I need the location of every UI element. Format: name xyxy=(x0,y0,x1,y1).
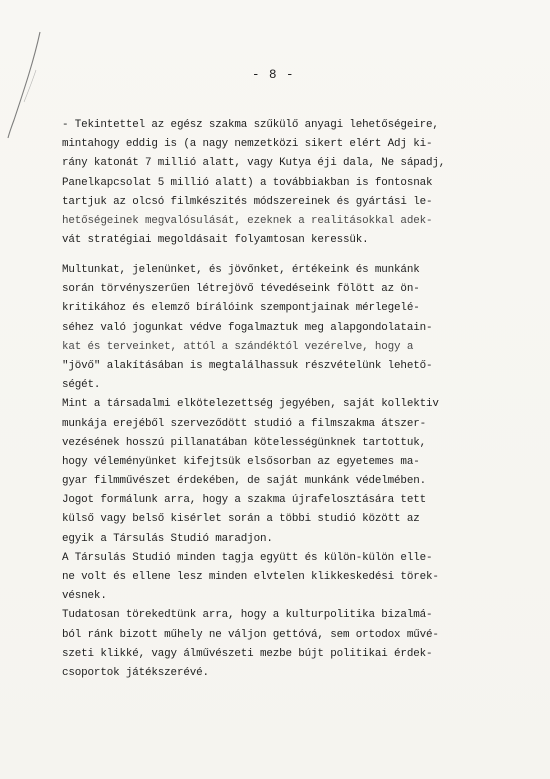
text-line: ségét. xyxy=(62,379,101,392)
text-line: Panelkapcsolat 5 millió alatt) a továbbiakban is fontosnak xyxy=(62,176,433,189)
text-line: vát stratégiai megoldásait folyamtosan keressük. xyxy=(62,234,369,247)
text-line: munkája erejéből szerveződött studió a filmszakma átszer- xyxy=(62,417,426,430)
text-line: Multunkat, jelenünket, és jövőnket, értékeink és munkánk xyxy=(62,264,420,276)
text-line: vezésének hosszú pillanatában kötelességünknek tartottuk, xyxy=(62,436,426,449)
text-line: során törvényszerűen létrejövő tévedéseink fölött az ön- xyxy=(62,283,420,296)
text-line: csoportok játékszerévé. xyxy=(62,666,209,679)
text-line: kat és terveinket, attól a szándéktól vezérelve, hogy a xyxy=(62,340,414,353)
text-line: hetőségeinek megvalósulását, ezeknek a realitásokkal adek- xyxy=(62,214,433,227)
text-line: tartjuk az olcsó filmkészités módszereinek és gyártási le- xyxy=(62,195,433,208)
text-line: A Társulás Studió minden tagja együtt és külön-külön elle- xyxy=(62,551,433,564)
paragraph-studio-statement xyxy=(62,261,482,683)
text-line: rány katonát 7 millió alatt, vagy Kutya éji dala, Ne sápadj, xyxy=(62,157,446,170)
text-line: vésnek. xyxy=(62,590,107,603)
text-line: külső vagy belső kisérlet során a többi studió között az xyxy=(62,513,420,526)
text-line: mintahogy eddig is (a nagy nemzetközi sikert elért Adj ki- xyxy=(62,138,433,151)
page-number: - 8 - xyxy=(252,68,295,82)
text-line: Jogot formálunk arra, hogy a szakma újrafelosztására tett xyxy=(62,494,426,507)
text-line: - Tekintettel az egész szakma szűkülő anyagi lehetőségeire, xyxy=(62,119,439,131)
pen-scratch-mark xyxy=(6,30,46,140)
text-line: Tudatosan törekedtünk arra, hogy a kulturpolitika bizalmá- xyxy=(62,609,433,622)
text-line: gyar filmművészet érdekében, de saját munkánk védelmében. xyxy=(62,475,426,488)
text-line: "jövő" alakításában is megtalálhassuk részvételünk lehető- xyxy=(62,359,433,372)
text-line: kritikához és elemző bírálóink szempontjainak mérlegelé- xyxy=(62,302,420,315)
text-line: hogy véleményünket kifejtsük elsősorban az egyetemes ma- xyxy=(62,455,420,468)
text-line: szeti klikké, vagy álművészeti mezbe bújt politikai érdek- xyxy=(62,647,433,660)
text-line: Mint a társadalmi elkötelezettség jegyében, saját kollektiv xyxy=(62,398,439,411)
paragraph-budget-strategy xyxy=(62,116,482,250)
text-line: ból ránk bizott műhely ne váljon gettóvá, sem ortodox művé- xyxy=(62,628,439,641)
text-line: ne volt és ellene lesz minden elvtelen klikkeskedési törek- xyxy=(62,571,439,583)
text-line: egyik a Társulás Studió maradjon. xyxy=(62,532,273,545)
text-line: séhez való jogunkat védve fogalmaztuk meg alapgondolatain- xyxy=(62,321,433,334)
